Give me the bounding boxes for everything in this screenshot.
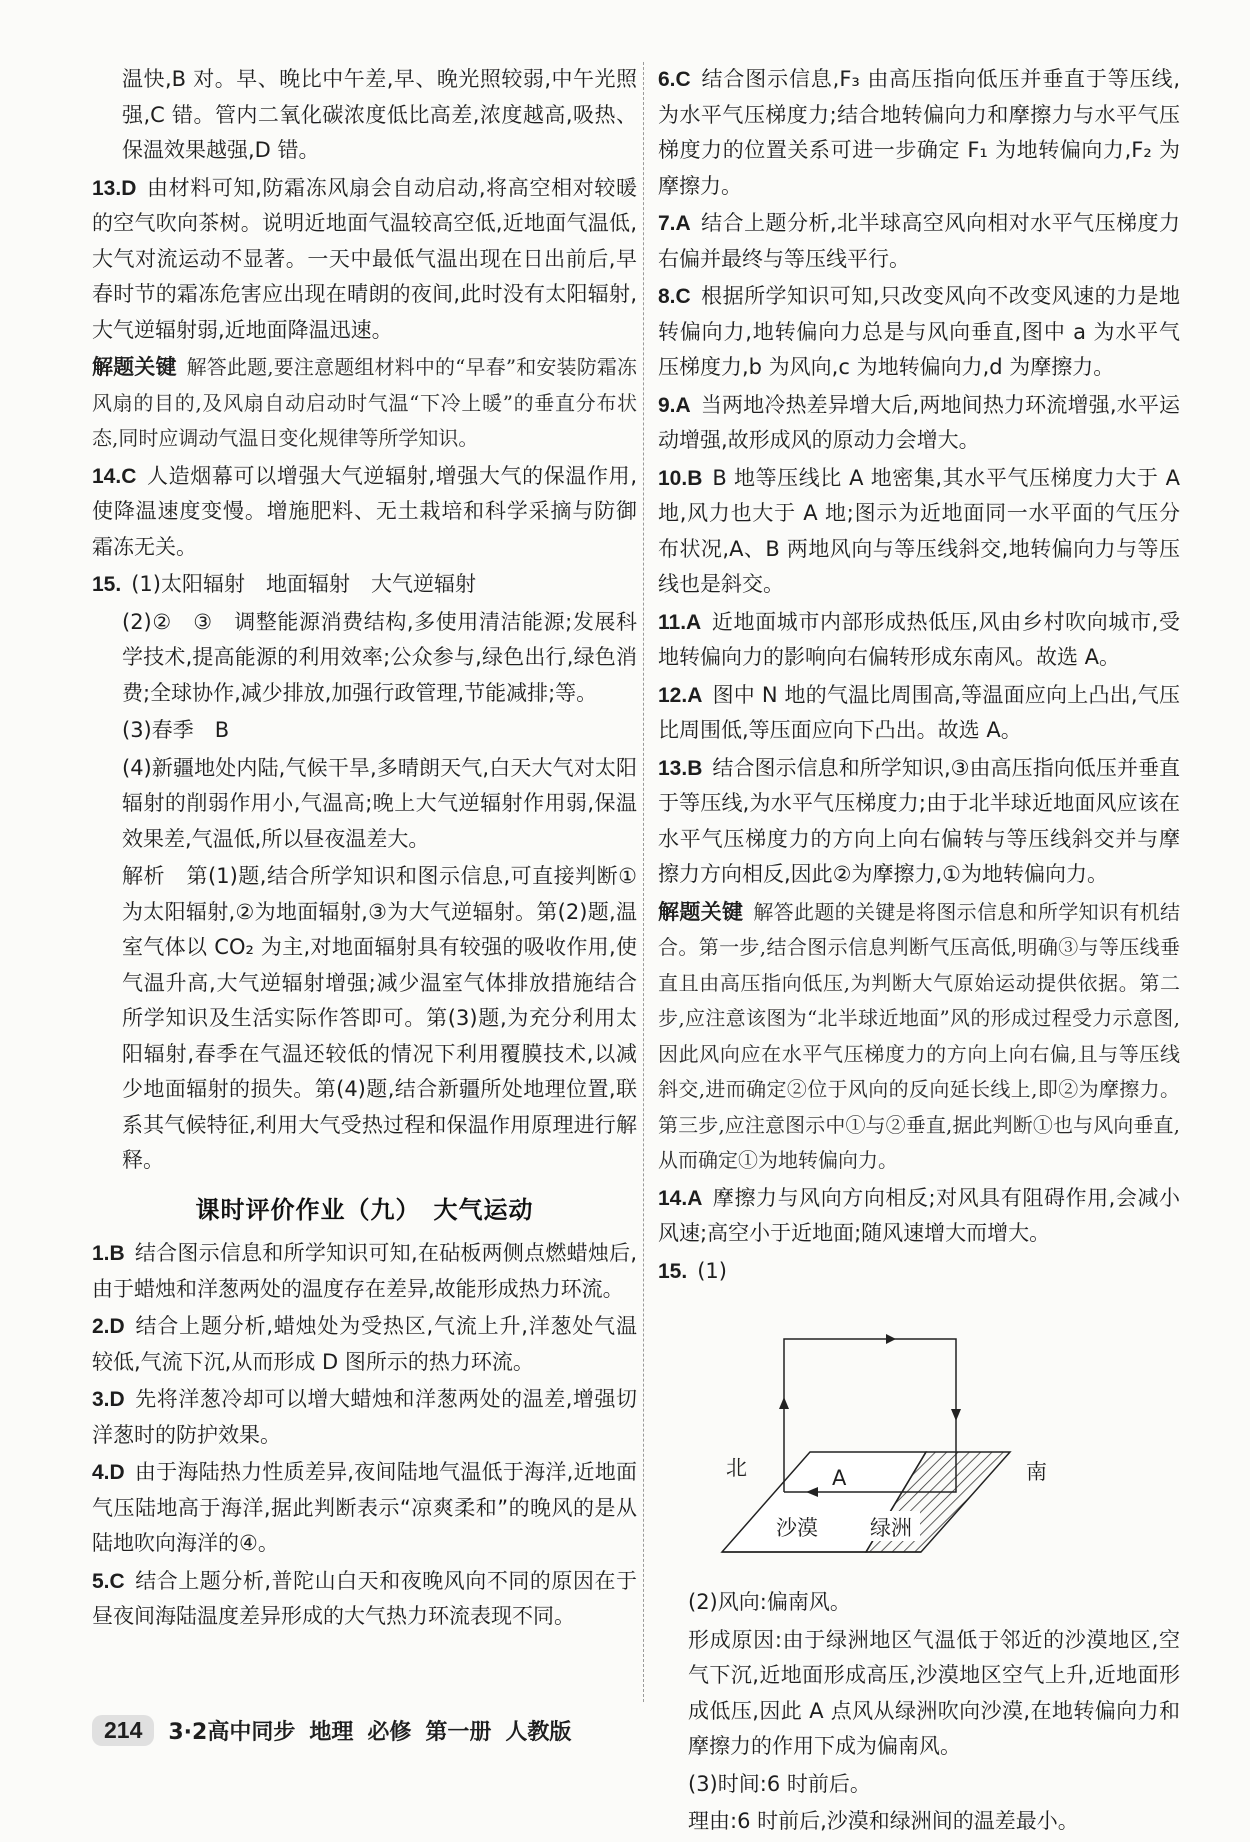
answer-text: 人造烟幕可以增强大气逆辐射,增强大气的保温作用,使降温速度变慢。增施肥料、无土栽培和科学采摘与防御霜冻无关。 <box>92 463 637 559</box>
answer-6 <box>658 62 1180 204</box>
arrow-up <box>779 1397 789 1409</box>
answer-5 <box>92 1564 637 1635</box>
answer-15b-3-reason: 理由:6 时前后,沙漠和绿洲间的温差最小。 <box>688 1809 1079 1833</box>
answer-text: (1) <box>697 1258 727 1283</box>
answer-12 <box>658 678 1180 749</box>
answer-text: 结合图示信息和所学知识,③由高压指向低压并垂直于等压线,为水平气压梯度力;由于北半球近地面风应该在水平气压梯度力的方向上向右偏转与等压线斜交并与摩擦力方向相反,因此②为摩擦力,①为地转偏向力。 <box>658 755 1180 886</box>
answer-text: 图中 N 地的气温比周围高,等温面应向上凸出,气压比周围低,等压面应向下凸出。故选 A。 <box>658 682 1180 742</box>
key-title: 解题关键 <box>658 899 744 924</box>
analysis-15: 解析 第(1)题,结合所学知识和图示信息,可直接判断①为太阳辐射,②为地面辐射,③为大气逆辐射。第(2)题,温室气体以 CO₂ 为主,对地面辐射具有较强的吸收作用,使气温升高,大气逆辐射增强;减少温室气体排放措施结合所学知识及生活实际作答即可。第(3)题,为充分利用太阳辐射,春季在气温还较低的情况下利用覆膜技术,以减少地面辐射的损失。第(4)题,结合新疆所处地理位置,联系其气候特征,利用大气受热过程和保温作用原理进行解释。 <box>122 864 637 1172</box>
answer-text: 当两地冷热差异增大后,两地间热力环流增强,水平运动增强,故形成风的原动力会增大。 <box>658 392 1180 452</box>
arrow-top <box>886 1334 896 1344</box>
volume-type: 必修 <box>367 1719 412 1745</box>
answer-4 <box>92 1455 637 1562</box>
answer-number: 13.B <box>658 756 703 780</box>
answer-text: 摩擦力与风向方向相反;对风具有阻碍作用,会减小风速;高空小于近地面;随风速增大而增大。 <box>658 1185 1180 1245</box>
answer-10 <box>658 461 1180 603</box>
answer-number: 6.C <box>658 68 691 91</box>
circulation-diagram <box>658 1299 1180 1579</box>
answer-number: 10.B <box>658 466 703 490</box>
key-title: 解题关键 <box>92 355 177 379</box>
page-number: 214 <box>92 1715 154 1746</box>
answer-text: 结合图示信息,F₃ 由高压指向低压并垂直于等压线,为水平气压梯度力;结合地转偏向力和摩擦力与水平气压梯度力的位置关系可进一步确定 F₁ 为地转偏向力,F₂ 为摩擦力。 <box>658 67 1180 198</box>
answer-number: 8.C <box>658 285 691 308</box>
answer-number: 13.D <box>92 176 137 200</box>
diagram-svg <box>658 1299 1180 1579</box>
label-south: 南 <box>1026 1460 1047 1484</box>
volume-part: 第一册 <box>425 1719 492 1745</box>
answer-number: 15. <box>658 1259 688 1283</box>
key-text: 解答此题,要注意题组材料中的“早春”和安装防霜冻风扇的目的,及风扇自动启动时气温“下冷上暖”的垂直分布状态,同时应调动气温日变化规律等所学知识。 <box>92 355 637 450</box>
label-desert: 沙漠 <box>776 1516 818 1540</box>
answer-13b <box>658 751 1180 893</box>
left-column <box>92 62 637 1637</box>
section-title: 课时评价作业（九） 大气运动 <box>195 1195 534 1224</box>
key-text: 解答此题的关键是将图示信息和所学知识有机结合。第一步,结合图示信息判断气压高低,明确③与等压线垂直且由高压指向低压,为判断大气原始运动提供依据。第二步,应注意该图为“北半球近地面”风的形成过程受力示意图,因此风向应在水平气压梯度力的方向上向右偏,且与等压线斜交,进而确定②位于风向的反向延长线上,即②为摩擦力。第三步,应注意图示中①与②垂直,据此判断①也与风向垂直,从而确定①为地转偏向力。 <box>658 899 1181 1172</box>
answer-number: 15. <box>92 573 122 596</box>
answer-number: 3.D <box>92 1388 125 1411</box>
answer-text: 结合上题分析,北半球高空风向相对水平气压梯度力右偏并最终与等压线平行。 <box>658 211 1180 271</box>
answer-text: B 地等压线比 A 地密集,其水平气压梯度力大于 A 地,风力也大于 A 地;图示为近地面同一水平面的气压分布状况,A、B 两地风向与等压线斜交,地转偏向力与等压线也是斜交。 <box>658 465 1180 596</box>
solution-key <box>658 895 1180 1179</box>
answer-number: 11.A <box>658 610 702 634</box>
arrow-down <box>951 1409 961 1421</box>
answer-15b <box>658 1254 1180 1290</box>
answer-2 <box>92 1309 637 1380</box>
page-footer <box>92 1710 571 1750</box>
answer-text: 由于海陆热力性质差异,夜间陆地气温低于海洋,近地面气压陆地高于海洋,据此判断表示“凉爽柔和”的晚风的是从陆地吹向海洋的④。 <box>92 1460 637 1555</box>
answer-1 <box>92 1236 637 1307</box>
answer-number: 1.B <box>92 1242 125 1265</box>
answer-11 <box>658 605 1180 676</box>
answer-number: 14.C <box>92 464 137 488</box>
answer-7 <box>658 206 1180 277</box>
answer-number: 12.A <box>658 683 703 707</box>
answer-15-4: (4)新疆地处内陆,气候干旱,多晴朗天气,白天大气对太阳辐射的削弱作用小,气温高;晚上大气逆辐射作用弱,保温效果差,气温低,所以昼夜温差大。 <box>122 755 637 851</box>
answer-13 <box>92 171 637 349</box>
column-divider <box>643 62 644 1702</box>
answer-text: 由材料可知,防霜冻风扇会自动启动,将高空相对较暖的空气吹向茶树。说明近地面气温较高空低,近地面气温低,大气对流运动不显著。一天中最低气温出现在日出前后,早春时节的霜冻危害应出现在晴朗的夜间,此时没有太阳辐射,大气逆辐射弱,近地面降温迅速。 <box>92 175 637 342</box>
label-point-a: A <box>832 1466 847 1490</box>
solution-key <box>92 350 637 457</box>
answer-number: 14.A <box>658 1186 703 1210</box>
answer-15b-3: (3)时间:6 时前后。 <box>688 1771 871 1796</box>
book-title: 3·2高中同步 <box>168 1719 296 1745</box>
answer-14b <box>658 1181 1180 1252</box>
answer-number: 2.D <box>92 1315 125 1338</box>
answer-15-2: (2)② ③ 调整能源消费结构,多使用清洁能源;发展科学技术,提高能源的利用效率;公众参与,绿色出行,绿色消费;全球协作,减少排放,加强行政管理,节能减排;等。 <box>122 609 637 705</box>
answer-15-3: (3)春季 B <box>122 718 230 742</box>
answer-text: (1)太阳辐射 地面辐射 大气逆辐射 <box>131 572 476 596</box>
answer-8 <box>658 279 1180 386</box>
answer-text: 结合上题分析,蜡烛处为受热区,气流上升,洋葱处气温较低,气流下沉,从而形成 D 图所示的热力环流。 <box>92 1314 637 1374</box>
answer-15b-reason: 形成原因:由于绿洲地区气温低于邻近的沙漠地区,空气下沉,近地面形成高压,沙漠地区空气上升,近地面形成低压,因此 A 点风从绿洲吹向沙漠,在地转偏向力和摩擦力的作用下成为偏南风。 <box>688 1627 1180 1758</box>
answer-3 <box>92 1382 637 1453</box>
edition: 人教版 <box>505 1719 572 1745</box>
label-north: 北 <box>726 1456 747 1480</box>
label-oasis: 绿洲 <box>870 1516 912 1540</box>
answer-text: 温快,B 对。早、晚比中午差,早、晚光照较弱,中午光照强,C 错。管内二氧化碳浓度低比高差,浓度越高,吸热、保温效果越强,D 错。 <box>122 67 637 162</box>
answer-9 <box>658 388 1180 459</box>
right-column <box>658 62 1180 1842</box>
answer-14 <box>92 459 637 566</box>
answer-text: 先将洋葱冷却可以增大蜡烛和洋葱两处的温差,增强切洋葱时的防护效果。 <box>92 1387 637 1447</box>
answer-text: 结合图示信息和所学知识可知,在砧板两侧点燃蜡烛后,由于蜡烛和洋葱两处的温度存在差异,故能形成热力环流。 <box>92 1241 637 1301</box>
answer-text: 结合上题分析,普陀山白天和夜晚风向不同的原因在于昼夜间海陆温度差异形成的大气热力环流表现不同。 <box>92 1568 637 1628</box>
answer-number: 5.C <box>92 1569 125 1593</box>
answer-number: 9.A <box>658 393 691 417</box>
answer-15 <box>92 567 637 603</box>
answer-text: 近地面城市内部形成热低压,风由乡村吹向城市,受地转偏向力的影响向右偏转形成东南风。故选 A。 <box>658 609 1180 669</box>
answer-number: 7.A <box>658 212 691 235</box>
answer-number: 4.D <box>92 1461 125 1484</box>
answer-15b-2: (2)风向:偏南风。 <box>688 1590 851 1614</box>
subject: 地理 <box>309 1719 354 1745</box>
answer-text: 根据所学知识可知,只改变风向不改变风速的力是地转偏向力,地转偏向力总是与风向垂直,图中 a 为水平气压梯度力,b 为风向,c 为地转偏向力,d 为摩擦力。 <box>658 284 1180 379</box>
